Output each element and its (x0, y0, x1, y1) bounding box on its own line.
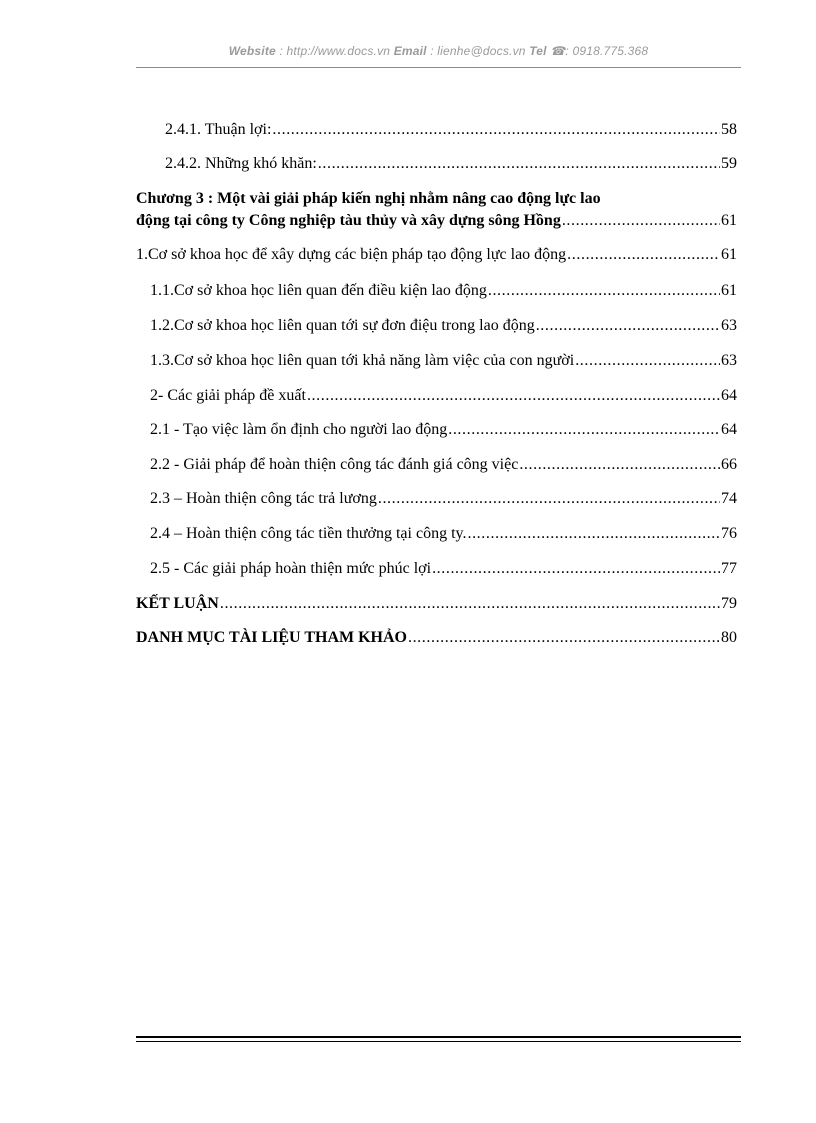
toc-entry-title: KẾT LUẬN (136, 595, 219, 612)
leader-dots (318, 154, 720, 174)
leader-dots (408, 628, 720, 648)
leader-dots (575, 351, 720, 371)
toc-entry-title: 2.1 - Tạo việc làm ổn định cho người lao động (150, 421, 448, 438)
footer-divider-thick (136, 1036, 741, 1038)
toc-entry-page: 64 (721, 421, 737, 438)
toc-entry-page: 61 (721, 212, 737, 229)
toc-entry-title: 2.5 - Các giải pháp hoàn thiện mức phúc lợi (150, 560, 432, 577)
toc-entry-page: 77 (721, 560, 737, 577)
tel-label: Tel (529, 44, 547, 58)
toc-entry-title: 2.4.1. Thuận lợi: (165, 121, 272, 138)
page-header (136, 44, 741, 68)
website-value: : http://www.docs.vn (275, 44, 394, 58)
leader-dots (488, 281, 720, 301)
toc-entry-page: 74 (721, 490, 737, 507)
toc-entry-title: 1.3.Cơ sở khoa học liên quan tới khả năng làm việc của con người (150, 352, 575, 369)
website-label: Website (228, 44, 276, 58)
toc-entry[interactable] (136, 628, 737, 648)
toc-entry[interactable] (136, 594, 737, 614)
toc-entry[interactable] (150, 524, 737, 544)
leader-dots (536, 316, 720, 336)
toc-entry-title: 2.4 – Hoàn thiện công tác tiền thưởng tại công ty. (150, 525, 467, 542)
toc-entry-page: 59 (721, 155, 737, 172)
toc-entry-page: 79 (721, 595, 737, 612)
toc-entry[interactable] (150, 559, 737, 579)
toc-entry[interactable] (165, 154, 737, 174)
leader-dots (567, 245, 720, 265)
toc-entry-title: 2.4.2. Những khó khăn: (165, 155, 317, 172)
toc-entry[interactable] (150, 489, 737, 509)
toc-entry[interactable] (150, 316, 737, 336)
toc-entry-title: động tại công ty Công nghiệp tàu thủy và xây dựng sông Hồng (136, 212, 561, 229)
toc-entry-page: 66 (721, 456, 737, 473)
toc-entry-page: 63 (721, 352, 737, 369)
toc-entry[interactable] (165, 120, 737, 140)
toc-entry-page: 80 (721, 629, 737, 646)
toc-entry[interactable] (136, 245, 737, 265)
toc-entry-page: 61 (721, 282, 737, 299)
toc-entry-chapter[interactable] (136, 211, 737, 231)
leader-dots (467, 524, 720, 544)
toc-entry-page: 63 (721, 317, 737, 334)
leader-dots (432, 559, 720, 579)
toc-entry-title: 2- Các giải pháp đề xuất (150, 387, 306, 404)
toc-entry-page: 58 (721, 121, 737, 138)
toc-entry-title: 1.1.Cơ sở khoa học liên quan đến điều kiện lao động (150, 282, 487, 299)
toc-entry-title: 1.Cơ sở khoa học để xây dựng các biện pháp tạo động lực lao động (136, 246, 567, 263)
footer-divider-thin (136, 1041, 741, 1042)
toc-entry[interactable] (150, 386, 737, 406)
leader-dots (562, 211, 720, 231)
toc-entry-page: 76 (721, 525, 737, 542)
toc-entry[interactable] (150, 455, 737, 475)
leader-dots (378, 489, 720, 509)
toc-entry[interactable] (150, 420, 737, 440)
toc-entry[interactable] (150, 281, 737, 301)
toc-chapter-title-line1[interactable]: Chương 3 : Một vài giải pháp kiến nghị nhằm nâng cao động lực lao (136, 190, 601, 207)
leader-dots (220, 594, 720, 614)
email-label: Email (393, 44, 427, 58)
toc-entry-title: 2.2 - Giải pháp để hoàn thiện công tác đánh giá công việc (150, 456, 519, 473)
leader-dots (448, 420, 720, 440)
email-value: : lienhe@docs.vn (426, 44, 530, 58)
leader-dots (307, 386, 720, 406)
toc-entry-page: 61 (721, 246, 737, 263)
toc-entry-page: 64 (721, 387, 737, 404)
toc-entry-title: 1.2.Cơ sở khoa học liên quan tới sự đơn điệu trong lao động (150, 317, 535, 334)
leader-dots (519, 455, 720, 475)
toc-entry-title: 2.3 – Hoàn thiện công tác trả lương (150, 490, 377, 507)
tel-value: ☎: 0918.775.368 (546, 44, 649, 58)
toc-entry[interactable] (150, 351, 737, 371)
header-divider (136, 67, 741, 68)
toc-entry-title: DANH MỤC TÀI LIỆU THAM KHẢO (136, 629, 407, 646)
leader-dots (272, 120, 720, 140)
